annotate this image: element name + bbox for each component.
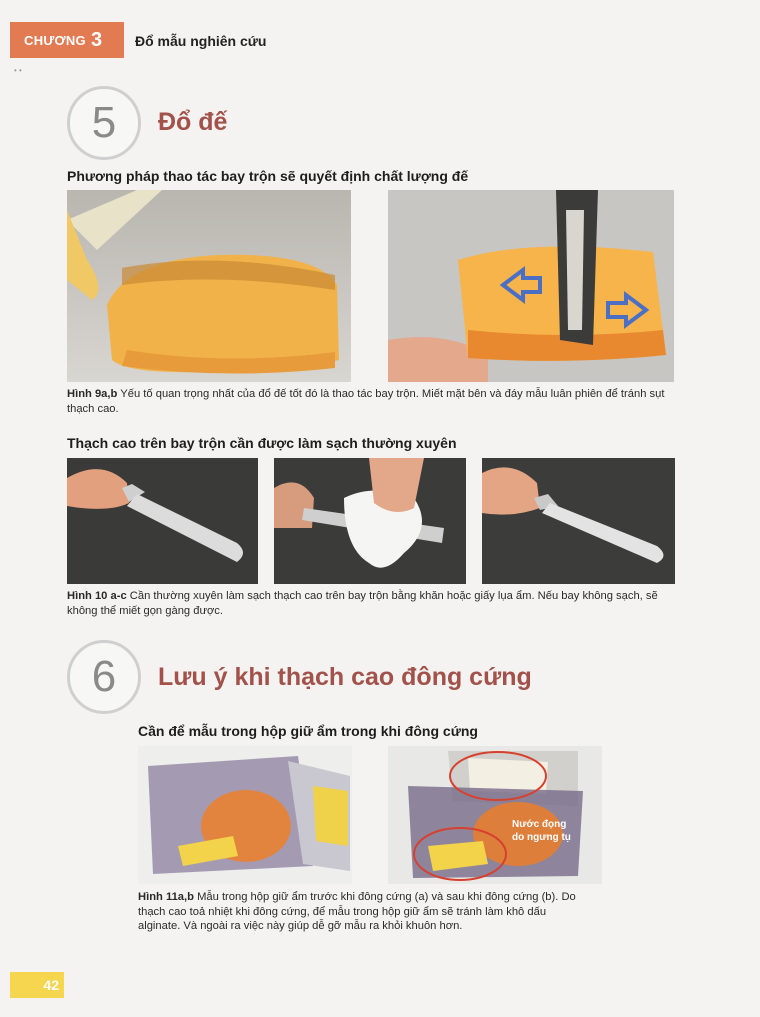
photo-10c-clean-spatula — [482, 458, 675, 584]
page-number: 42 — [10, 972, 64, 998]
section-5-number-circle — [67, 86, 141, 160]
section-6-number: 6 — [91, 652, 117, 701]
photo-10a-holding-spatula — [67, 458, 258, 584]
photo-9a-spatula-plaster — [67, 190, 351, 382]
figure-11-caption — [138, 890, 588, 934]
section-6-number-circle — [67, 640, 141, 714]
dot-decoration: • • — [14, 66, 22, 75]
figure-9-label: Hình 9a,b — [67, 388, 118, 400]
chapter-label: CHƯƠNG — [24, 32, 86, 48]
photo-9b-spatula-arrows — [388, 190, 674, 382]
photo-11a-humidor-before — [138, 746, 352, 884]
clean-spatula-subheading: Thạch cao trên bay trộn cần được làm sạch thường xuyên — [67, 435, 457, 451]
photo-11b-humidor-after — [388, 746, 602, 884]
figure-9-caption — [67, 387, 675, 416]
chapter-tag — [10, 22, 124, 58]
figure-11-label: Hình 11a,b — [138, 891, 194, 903]
section-5-title: Đổ đế — [158, 108, 228, 136]
section-5-subheading: Phương pháp thao tác bay trộn sẽ quyết định chất lượng đế — [67, 168, 469, 184]
figure-9-text: Yếu tố quan trọng nhất của đổ đế tốt đó là thao tác bay trộn. Miết mặt bên và đáy mẫu luân phiên để tránh sụt thạch cao. — [67, 388, 665, 415]
photo-11b-condensation-label: Nước đọng do ngưng tụ — [512, 819, 571, 843]
photo-10b-wiping-spatula — [274, 458, 466, 584]
chapter-number: 3 — [90, 28, 103, 51]
figure-11-text: Mẫu trong hộp giữ ẩm trước khi đông cứng (a) và sau khi đông cứng (b). Do thạch cao toả nhiệt khi đông cứng, để mẫu trong hộp giữ ẩm sẽ tránh làm khô dấu alginate. Và ngoài ra việc này giúp dễ gỡ mẫu ra khỏi khuôn hơn. — [138, 891, 576, 932]
chapter-title: Đổ mẫu nghiên cứu — [135, 33, 267, 49]
section-6-subheading: Cần để mẫu trong hộp giữ ẩm trong khi đông cứng — [138, 723, 478, 739]
figure-10-label: Hình 10 a-c — [67, 590, 127, 602]
figure-10-caption — [67, 589, 675, 618]
section-6-title: Lưu ý khi thạch cao đông cứng — [158, 663, 532, 691]
figure-10-text: Cần thường xuyên làm sạch thạch cao trên bay trộn bằng khăn hoặc giấy lụa ẩm. Nếu bay không sạch, sẽ không thể miết gọn gàng được. — [67, 590, 658, 617]
section-5-number: 5 — [91, 98, 117, 147]
